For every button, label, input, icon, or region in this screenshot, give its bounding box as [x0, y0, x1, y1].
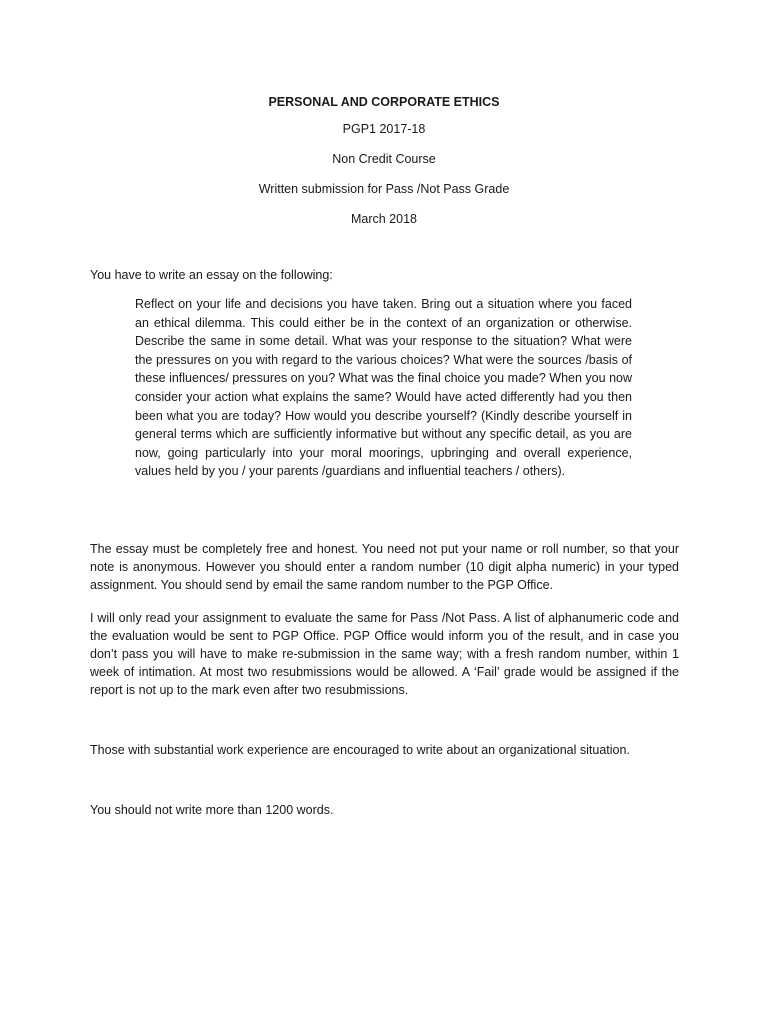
course-type: Non Credit Course	[332, 152, 436, 166]
essay-prompt: Reflect on your life and decisions you have taken. Bring out a situation where you faced an ethical dilemma. This could either be in the context of an organization or otherwise. Describe the same in some detail. What was your response to the situation? What were the pressures on you with regard to the various choices? What were the sources /basis of these influences/ pressures on you? What was the final choice you made? When you now consider your action what explains the same? Would have acted differently had you then been what you are today? How would you describe yourself? (Kindly describe yourself in general terms which are sufficiently informative but without any specific detail, as you are now, going particularly into your moral moorings, upbringing and overall experience, values held by you / your parents /guardians and influential teachers / others).	[135, 297, 632, 479]
document-title: PERSONAL AND CORPORATE ETHICS	[268, 95, 500, 109]
document-date: March 2018	[350, 212, 417, 226]
evaluation-paragraph: I will only read your assignment to evaluate the same for Pass /Not Pass. A list of alphanumeric code and the evaluation would be sent to PGP Office. PGP Office would inform you of the result, and in case you don’t pass you will have to make re-submission in the same way; with a fresh random number, within 1 week of intimation. At most two resubmissions would be allowed. A ‘Fail’ grade would be assigned if the report is not up to the mark even after two resubmissions.	[90, 611, 679, 697]
experience-paragraph: Those with substantial work experience are encouraged to write about an organizational situation.	[90, 743, 630, 757]
submission-type: Written submission for Pass /Not Pass Grade	[258, 182, 510, 196]
program-code: PGP1 2017-18	[342, 122, 426, 136]
anonymity-paragraph: The essay must be completely free and honest. You need not put your name or roll number, so that your note is anonymous. However you should enter a random number (10 digit alpha numeric) in your typed assignment. You should send by email the same random number to the PGP Office.	[90, 542, 679, 592]
word-limit-paragraph: You should not write more than 1200 words.	[90, 803, 334, 817]
intro-paragraph: You have to write an essay on the following:	[90, 268, 333, 282]
